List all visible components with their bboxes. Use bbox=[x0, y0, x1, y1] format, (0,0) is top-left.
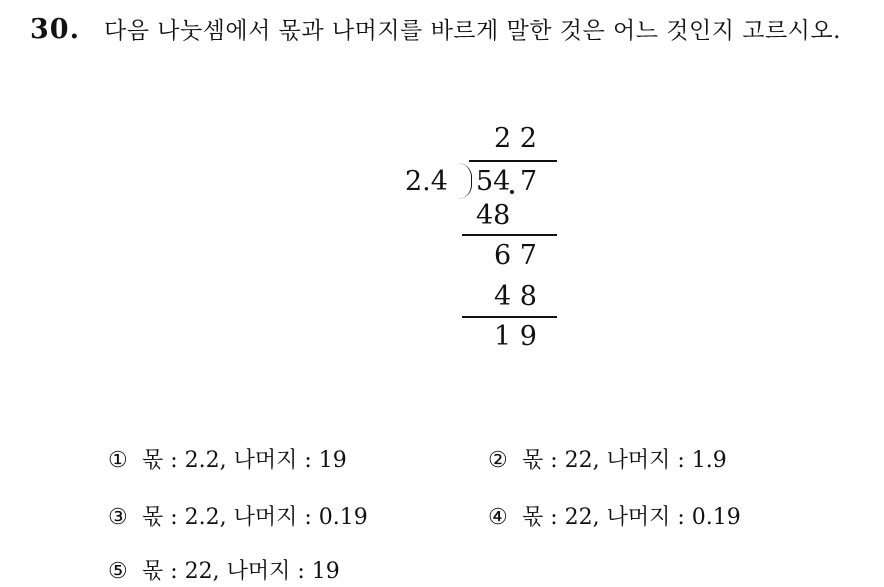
division-step-3: 4 8 bbox=[494, 281, 537, 312]
choice-3-marker: ③ bbox=[108, 505, 128, 530]
choice-4-marker: ④ bbox=[488, 505, 508, 530]
choice-5-marker: ⑤ bbox=[108, 559, 128, 584]
choice-5[interactable] bbox=[108, 557, 340, 587]
division-dividend-frac: 7 bbox=[520, 166, 538, 197]
question-text: 다음 나눗셈에서 몫과 나머지를 바르게 말한 것은 어느 것인지 고르시오. bbox=[104, 18, 841, 44]
choice-3[interactable] bbox=[108, 503, 368, 533]
choice-4[interactable] bbox=[488, 503, 741, 533]
question-number: 30. bbox=[30, 14, 80, 45]
division-step-1: 48 bbox=[476, 200, 511, 231]
choice-1-text: 몫 : 2.2, 나머지 : 19 bbox=[142, 448, 347, 473]
division-dividend-whole: 54 bbox=[476, 166, 511, 197]
division-quotient: 2 2 bbox=[494, 123, 537, 154]
choice-1-marker: ① bbox=[108, 448, 128, 473]
choice-4-text: 몫 : 22, 나머지 : 0.19 bbox=[522, 505, 741, 530]
choice-5-text: 몫 : 22, 나머지 : 19 bbox=[142, 559, 340, 584]
choice-2-text: 몫 : 22, 나머지 : 1.9 bbox=[522, 448, 727, 473]
division-step-2: 6 7 bbox=[494, 240, 537, 271]
choice-2-marker: ② bbox=[488, 448, 508, 473]
choice-2[interactable] bbox=[488, 446, 727, 476]
choice-3-text: 몫 : 2.2, 나머지 : 0.19 bbox=[142, 505, 368, 530]
choice-1[interactable] bbox=[108, 446, 347, 476]
division-remainder: 1 9 bbox=[494, 321, 537, 352]
division-divisor: 2.4 bbox=[405, 166, 448, 197]
